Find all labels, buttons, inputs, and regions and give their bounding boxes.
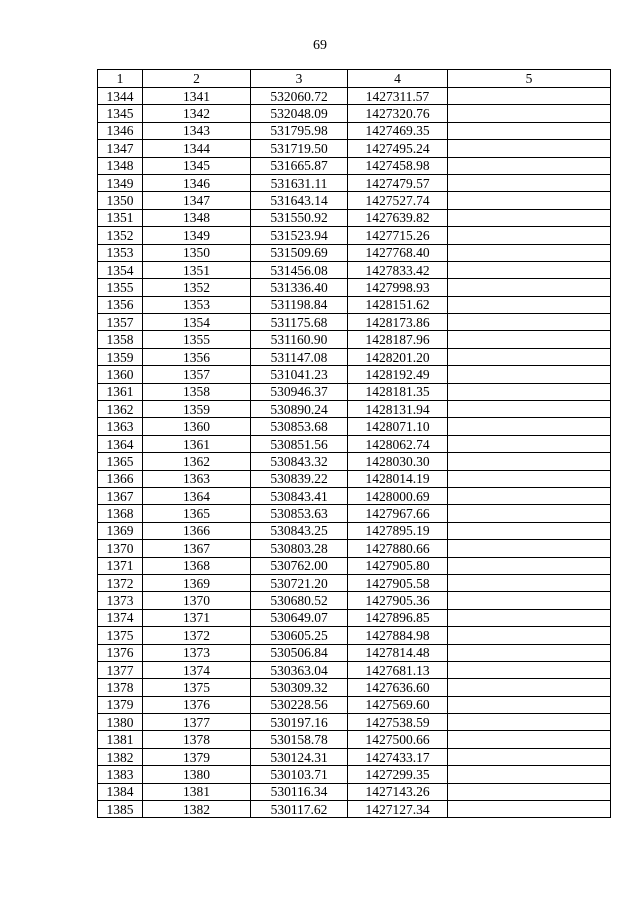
table-cell-col-4: 1427538.59 [348,714,448,731]
table-cell-col-5 [448,383,611,400]
table-cell-col-4: 1427569.60 [348,696,448,713]
table-cell-col-4: 1427527.74 [348,192,448,209]
table-cell-col-2: 1344 [143,140,251,157]
table-cell-col-4: 1427681.13 [348,661,448,678]
table-cell-col-3: 530853.68 [251,418,348,435]
table-row [98,192,611,209]
table-cell-col-5 [448,366,611,383]
table-cell-col-3: 530649.07 [251,609,348,626]
table-cell-col-2: 1379 [143,748,251,765]
table-row [98,748,611,765]
table-row [98,627,611,644]
table-cell-col-5 [448,157,611,174]
table-cell-col-3: 530803.28 [251,540,348,557]
table-row [98,505,611,522]
table-cell-col-3: 531456.08 [251,261,348,278]
table-cell-col-4: 1427433.17 [348,748,448,765]
table-cell-col-1: 1376 [98,644,143,661]
table-cell-col-1: 1352 [98,227,143,244]
table-cell-col-4: 1428062.74 [348,435,448,452]
table-cell-col-1: 1379 [98,696,143,713]
table-cell-col-5 [448,279,611,296]
table-cell-col-3: 531147.08 [251,348,348,365]
table-cell-col-5 [448,783,611,800]
table-cell-col-1: 1348 [98,157,143,174]
table-cell-col-5 [448,679,611,696]
table-cell-col-5 [448,435,611,452]
table-cell-col-5 [448,401,611,418]
table-cell-col-1: 1364 [98,435,143,452]
table-cell-col-2: 1378 [143,731,251,748]
table-cell-col-1: 1351 [98,209,143,226]
table-cell-col-2: 1358 [143,383,251,400]
table-cell-col-3: 530228.56 [251,696,348,713]
table-cell-col-3: 530309.32 [251,679,348,696]
table-cell-col-2: 1363 [143,470,251,487]
table-cell-col-2: 1375 [143,679,251,696]
table-cell-col-2: 1350 [143,244,251,261]
table-row [98,783,611,800]
table-row [98,435,611,452]
table-cell-col-1: 1360 [98,366,143,383]
table-row [98,244,611,261]
table-cell-col-2: 1354 [143,314,251,331]
table-cell-col-5 [448,557,611,574]
table-cell-col-3: 531509.69 [251,244,348,261]
table-cell-col-4: 1427639.82 [348,209,448,226]
table-cell-col-5 [448,505,611,522]
table-row [98,470,611,487]
table-cell-col-5 [448,487,611,504]
table-cell-col-1: 1381 [98,731,143,748]
table-cell-col-4: 1428000.69 [348,487,448,504]
table-cell-col-3: 531795.98 [251,122,348,139]
table-cell-col-5 [448,296,611,313]
table-row [98,453,611,470]
table-cell-col-1: 1363 [98,418,143,435]
table-cell-col-5 [448,244,611,261]
table-cell-col-2: 1366 [143,522,251,539]
table-cell-col-4: 1427905.58 [348,574,448,591]
table-cell-col-4: 1427311.57 [348,88,448,105]
table-row [98,296,611,313]
table-cell-col-4: 1427479.57 [348,174,448,191]
table-cell-col-5 [448,661,611,678]
table-cell-col-4: 1427814.48 [348,644,448,661]
table-cell-col-4: 1427967.66 [348,505,448,522]
table-cell-col-5 [448,331,611,348]
table-cell-col-4: 1427884.98 [348,627,448,644]
table-cell-col-3: 530843.32 [251,453,348,470]
table-cell-col-2: 1369 [143,574,251,591]
table-cell-col-2: 1376 [143,696,251,713]
table-cell-col-3: 530946.37 [251,383,348,400]
table-cell-col-3: 531041.23 [251,366,348,383]
table-cell-col-3: 531643.14 [251,192,348,209]
table-row [98,227,611,244]
table-cell-col-3: 530680.52 [251,592,348,609]
table-cell-col-2: 1373 [143,644,251,661]
table-cell-col-5 [448,540,611,557]
table-cell-col-2: 1348 [143,209,251,226]
table-cell-col-4: 1428192.49 [348,366,448,383]
table-cell-col-5 [448,227,611,244]
table-row [98,418,611,435]
table-row [98,609,611,626]
table-cell-col-3: 531631.11 [251,174,348,191]
table-cell-col-3: 531550.92 [251,209,348,226]
table-cell-col-3: 530839.22 [251,470,348,487]
table-row [98,557,611,574]
table-cell-col-5 [448,748,611,765]
table-cell-col-1: 1380 [98,714,143,731]
table-cell-col-3: 530103.71 [251,766,348,783]
table-cell-col-5 [448,522,611,539]
table-cell-col-2: 1382 [143,801,251,818]
table-cell-col-3: 530506.84 [251,644,348,661]
table-cell-col-2: 1359 [143,401,251,418]
table-row [98,157,611,174]
table-row [98,122,611,139]
table-cell-col-5 [448,192,611,209]
table-row [98,644,611,661]
table-cell-col-2: 1377 [143,714,251,731]
table-row [98,696,611,713]
table-cell-col-3: 530721.20 [251,574,348,591]
page-number: 69 [313,38,327,53]
table-cell-col-1: 1383 [98,766,143,783]
table-cell-col-3: 531719.50 [251,140,348,157]
table-cell-col-1: 1374 [98,609,143,626]
table-cell-col-2: 1361 [143,435,251,452]
table-cell-col-2: 1381 [143,783,251,800]
table-cell-col-2: 1347 [143,192,251,209]
table-cell-col-2: 1356 [143,348,251,365]
table-cell-col-1: 1345 [98,105,143,122]
table-cell-col-5 [448,644,611,661]
table-cell-col-3: 530843.41 [251,487,348,504]
table-cell-col-1: 1361 [98,383,143,400]
table-cell-col-1: 1347 [98,140,143,157]
table-cell-col-3: 530158.78 [251,731,348,748]
table-cell-col-3: 531175.68 [251,314,348,331]
table-cell-col-5 [448,574,611,591]
table-cell-col-1: 1378 [98,679,143,696]
table-cell-col-1: 1354 [98,261,143,278]
table-cell-col-4: 1427895.19 [348,522,448,539]
table-cell-col-2: 1360 [143,418,251,435]
table-cell-col-4: 1428181.35 [348,383,448,400]
table-cell-col-5 [448,209,611,226]
table-cell-col-1: 1359 [98,348,143,365]
table-cell-col-2: 1346 [143,174,251,191]
table-cell-col-2: 1371 [143,609,251,626]
table-cell-col-4: 1428030.30 [348,453,448,470]
column-header-3: 3 [251,70,348,88]
table-cell-col-2: 1352 [143,279,251,296]
table-cell-col-3: 530851.56 [251,435,348,452]
table-cell-col-4: 1427127.34 [348,801,448,818]
table-cell-col-5 [448,696,611,713]
table-cell-col-4: 1427495.24 [348,140,448,157]
table-cell-col-1: 1344 [98,88,143,105]
table-row [98,331,611,348]
table-cell-col-3: 530890.24 [251,401,348,418]
table-row [98,540,611,557]
table-cell-col-2: 1362 [143,453,251,470]
table-row [98,592,611,609]
column-header-1: 1 [98,70,143,88]
table-cell-col-3: 530197.16 [251,714,348,731]
table-cell-col-2: 1355 [143,331,251,348]
table-cell-col-3: 531160.90 [251,331,348,348]
table-cell-col-4: 1428014.19 [348,470,448,487]
table-cell-col-5 [448,453,611,470]
table-cell-col-3: 530605.25 [251,627,348,644]
table-cell-col-4: 1427896.85 [348,609,448,626]
table-header-row [98,70,611,88]
table-cell-col-5 [448,348,611,365]
table-row [98,714,611,731]
table-cell-col-1: 1346 [98,122,143,139]
table-cell-col-1: 1385 [98,801,143,818]
table-row [98,383,611,400]
table-cell-col-1: 1371 [98,557,143,574]
table-cell-col-2: 1380 [143,766,251,783]
table-row [98,174,611,191]
table-cell-col-3: 530853.63 [251,505,348,522]
table-cell-col-4: 1427320.76 [348,105,448,122]
table-cell-col-2: 1368 [143,557,251,574]
table-row [98,801,611,818]
table-cell-col-4: 1428151.62 [348,296,448,313]
table-cell-col-1: 1369 [98,522,143,539]
table-cell-col-2: 1343 [143,122,251,139]
table-cell-col-4: 1427469.35 [348,122,448,139]
table-cell-col-3: 531665.87 [251,157,348,174]
table-cell-col-4: 1427143.26 [348,783,448,800]
table-cell-col-5 [448,592,611,609]
table-cell-col-3: 530117.62 [251,801,348,818]
table-cell-col-2: 1357 [143,366,251,383]
table-cell-col-1: 1384 [98,783,143,800]
table-row [98,88,611,105]
table-cell-col-2: 1365 [143,505,251,522]
table-row [98,522,611,539]
table-row [98,766,611,783]
table-cell-col-1: 1362 [98,401,143,418]
column-header-5: 5 [448,70,611,88]
table-cell-col-3: 530116.34 [251,783,348,800]
table-row [98,487,611,504]
table-cell-col-3: 530762.00 [251,557,348,574]
table-cell-col-1: 1367 [98,487,143,504]
table-cell-col-3: 532048.09 [251,105,348,122]
table-cell-col-1: 1365 [98,453,143,470]
table-cell-col-3: 530363.04 [251,661,348,678]
table-cell-col-4: 1427500.66 [348,731,448,748]
table-cell-col-4: 1428071.10 [348,418,448,435]
table-cell-col-5 [448,801,611,818]
table-cell-col-4: 1427768.40 [348,244,448,261]
table-row [98,401,611,418]
table-cell-col-1: 1353 [98,244,143,261]
table-cell-col-2: 1367 [143,540,251,557]
table-cell-col-2: 1349 [143,227,251,244]
table-cell-col-3: 531198.84 [251,296,348,313]
table-cell-col-5 [448,418,611,435]
table-row [98,366,611,383]
table-row [98,261,611,278]
table-cell-col-2: 1374 [143,661,251,678]
table-cell-col-1: 1358 [98,331,143,348]
table-row [98,731,611,748]
table-cell-col-2: 1341 [143,88,251,105]
table-cell-col-2: 1342 [143,105,251,122]
table-cell-col-5 [448,122,611,139]
table-cell-col-5 [448,140,611,157]
table-cell-col-4: 1427880.66 [348,540,448,557]
table-cell-col-3: 531523.94 [251,227,348,244]
table-cell-col-1: 1350 [98,192,143,209]
column-header-2: 2 [143,70,251,88]
table-cell-col-4: 1427458.98 [348,157,448,174]
table-cell-col-2: 1345 [143,157,251,174]
table-cell-col-4: 1427905.80 [348,557,448,574]
table-row [98,105,611,122]
table-cell-col-4: 1428201.20 [348,348,448,365]
table-row [98,348,611,365]
coordinates-table [97,69,611,818]
table-cell-col-2: 1364 [143,487,251,504]
table-cell-col-3: 530124.31 [251,748,348,765]
table-row [98,679,611,696]
table-cell-col-4: 1427833.42 [348,261,448,278]
table-cell-col-4: 1427636.60 [348,679,448,696]
table-cell-col-1: 1356 [98,296,143,313]
table-cell-col-4: 1427905.36 [348,592,448,609]
table-row [98,279,611,296]
table-row [98,140,611,157]
table-cell-col-1: 1357 [98,314,143,331]
table-cell-col-5 [448,627,611,644]
table-cell-col-5 [448,261,611,278]
table-cell-col-1: 1382 [98,748,143,765]
table-cell-col-2: 1372 [143,627,251,644]
table-cell-col-1: 1377 [98,661,143,678]
table-cell-col-5 [448,470,611,487]
table-cell-col-4: 1427998.93 [348,279,448,296]
table-cell-col-5 [448,731,611,748]
table-row [98,661,611,678]
table-cell-col-2: 1351 [143,261,251,278]
table-cell-col-5 [448,314,611,331]
table-cell-col-1: 1372 [98,574,143,591]
table-cell-col-4: 1427299.35 [348,766,448,783]
table-cell-col-3: 531336.40 [251,279,348,296]
table-cell-col-5 [448,714,611,731]
table-cell-col-4: 1428131.94 [348,401,448,418]
table-cell-col-1: 1366 [98,470,143,487]
table-cell-col-1: 1349 [98,174,143,191]
table-cell-col-1: 1370 [98,540,143,557]
table-cell-col-5 [448,174,611,191]
table-cell-col-1: 1355 [98,279,143,296]
table-cell-col-4: 1427715.26 [348,227,448,244]
table-cell-col-1: 1375 [98,627,143,644]
table-cell-col-1: 1373 [98,592,143,609]
table-row [98,209,611,226]
table-cell-col-5 [448,609,611,626]
table-cell-col-4: 1428187.96 [348,331,448,348]
table-cell-col-5 [448,105,611,122]
table-cell-col-1: 1368 [98,505,143,522]
table-cell-col-3: 532060.72 [251,88,348,105]
table-cell-col-3: 530843.25 [251,522,348,539]
table-cell-col-5 [448,766,611,783]
table-cell-col-2: 1370 [143,592,251,609]
table-cell-col-2: 1353 [143,296,251,313]
table-cell-col-5 [448,88,611,105]
table-row [98,574,611,591]
table-row [98,314,611,331]
column-header-4: 4 [348,70,448,88]
table-cell-col-4: 1428173.86 [348,314,448,331]
